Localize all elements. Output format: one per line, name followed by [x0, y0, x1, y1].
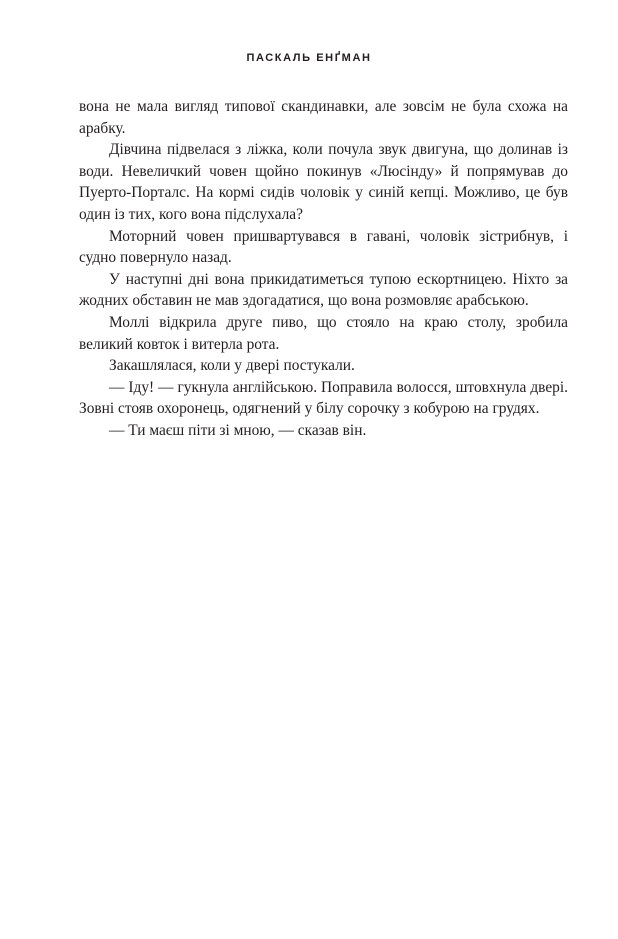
body-text	[79, 96, 568, 442]
running-header-author: ПАСКАЛЬ ЕНҐМАН	[246, 52, 372, 64]
paragraph: — Ти маєш піти зі мною, — сказав він.	[109, 421, 367, 439]
paragraph: Моторний човен пришвартувався в гавані, чоловік зістрибнув, і судно повернуло назад.	[79, 227, 568, 267]
paragraph: Моллі відкрила друге пиво, що стояло на краю столу, зробила великий ковток і витерла рота.	[79, 313, 568, 353]
paragraph: Закашлялася, коли у двері постукали.	[109, 357, 355, 375]
paragraph: У наступні дні вона прикидатиметься тупою ескортницею. Ніхто за жодних обставин не мав здогадатися, що вона розмовляє арабською.	[79, 270, 568, 310]
paragraph: вона не мала вигляд типової скандинавки, але зовсім не була схожа на арабку.	[79, 98, 568, 137]
paragraph: Дівчина підвелася з ліжка, коли почула звук двигуна, що долинав із води. Невеличкий човен щойно покинув «Люсінду» й попрямував до Пуерто-Порталс. На кормі сидів чоловік у синій кепці. Можливо, це був один із тих, кого вона підслухала?	[79, 141, 568, 223]
paragraph: — Іду! — гукнула англійською. Поправила волосся, штовхнула двері. Зовні стояв охоронець, одягнений у білу сорочку з кобурою на грудях.	[79, 378, 568, 418]
